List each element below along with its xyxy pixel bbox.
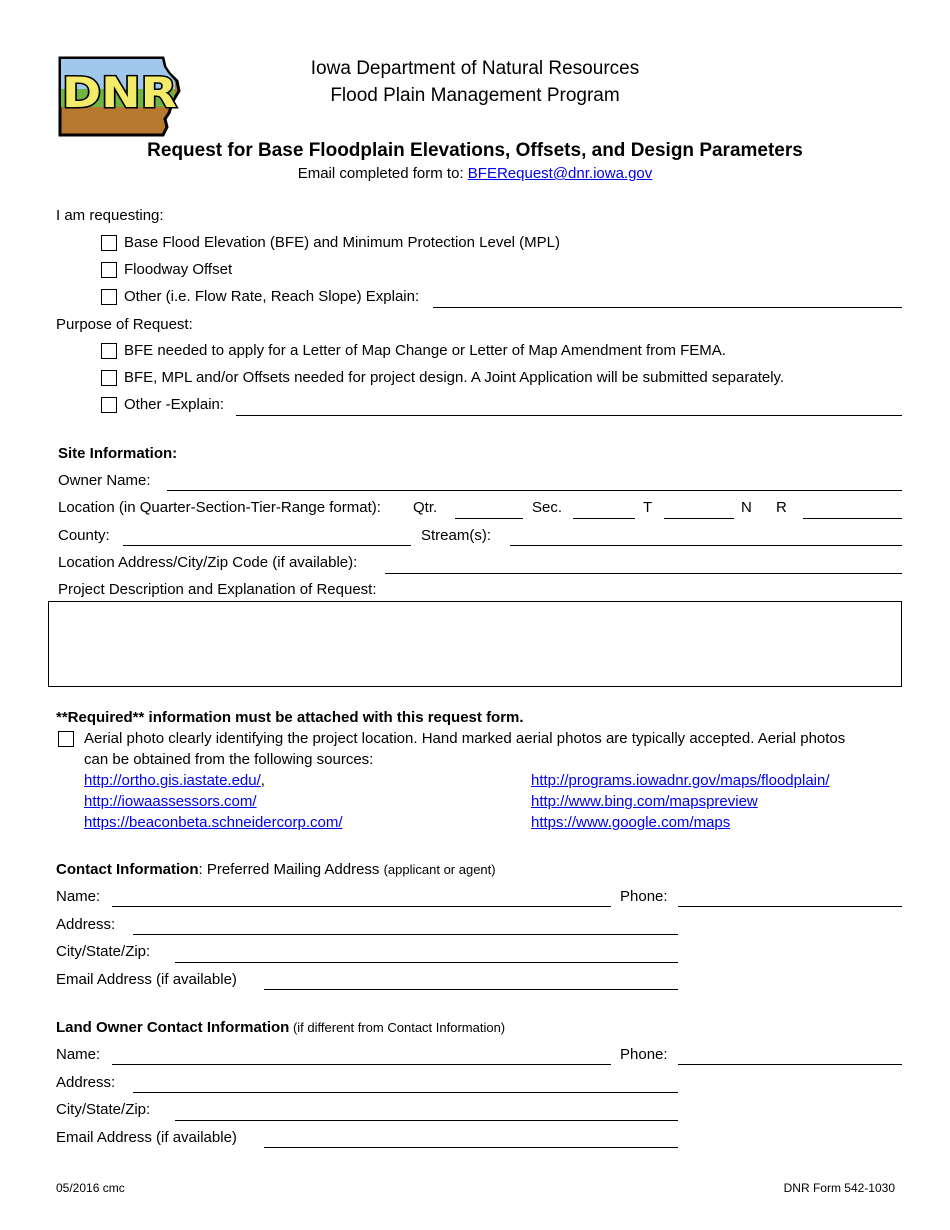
link-google-maps[interactable]: https://www.google.com/maps <box>531 814 731 831</box>
site-heading: Site Information: <box>58 445 178 462</box>
contact-address-field[interactable] <box>133 934 678 935</box>
link-beacon[interactable]: https://beaconbeta.schneidercorp.com/ <box>84 814 343 831</box>
option-other-request: Other (i.e. Flow Rate, Reach Slope) Explain: <box>124 288 420 305</box>
checkbox-purpose-design[interactable] <box>101 370 117 386</box>
location-address-label: Location Address/City/Zip Code (if available): <box>58 554 358 571</box>
email-link[interactable]: BFERequest@dnr.iowa.gov <box>467 165 653 182</box>
other-request-field[interactable] <box>433 307 902 308</box>
link-floodplain-map[interactable]: http://programs.iowadnr.gov/maps/floodplain/ <box>531 772 830 789</box>
aerial-line-1: Aerial photo clearly identifying the project location. Hand marked aerial photos are typically accepted. Aerial photos <box>84 730 846 747</box>
r-label: R <box>776 499 787 516</box>
r-field[interactable] <box>803 518 902 519</box>
email-instruction <box>0 165 950 182</box>
checkbox-bfe-mpl[interactable] <box>101 235 117 251</box>
link-comma: , <box>260 772 265 789</box>
contact-heading-small: (applicant or agent) <box>383 862 496 877</box>
purpose-fema: BFE needed to apply for a Letter of Map Change or Letter of Map Amendment from FEMA. <box>124 342 726 359</box>
contact-heading <box>56 861 496 878</box>
form-title: Request for Base Floodplain Elevations, Offsets, and Design Parameters <box>147 140 803 161</box>
contact-email-label: Email Address (if available) <box>56 971 237 988</box>
contact-heading-bold: Contact Information <box>56 861 199 878</box>
landowner-email-field[interactable] <box>264 1147 678 1148</box>
logo-text: DNR <box>62 68 177 117</box>
description-box[interactable] <box>48 601 902 687</box>
qtr-field[interactable] <box>455 518 523 519</box>
location-label: Location (in Quarter-Section-Tier-Range format): <box>58 499 381 516</box>
agency-name: Iowa Department of Natural Resources <box>310 58 640 79</box>
checkbox-other-request[interactable] <box>101 289 117 305</box>
landowner-phone-label: Phone: <box>620 1046 668 1063</box>
description-label: Project Description and Explanation of Request: <box>58 581 377 598</box>
contact-phone-field[interactable] <box>678 906 902 907</box>
qtr-label: Qtr. <box>413 499 438 516</box>
purpose-other-field[interactable] <box>236 415 902 416</box>
contact-phone-label: Phone: <box>620 888 668 905</box>
county-label: County: <box>58 527 110 544</box>
landowner-email-label: Email Address (if available) <box>56 1129 237 1146</box>
t-label: T <box>643 499 653 516</box>
checkbox-purpose-fema[interactable] <box>101 343 117 359</box>
checkbox-aerial-photo[interactable] <box>58 731 74 747</box>
purpose-label: Purpose of Request: <box>56 316 193 333</box>
landowner-address-field[interactable] <box>133 1092 678 1093</box>
landowner-city-label: City/State/Zip: <box>56 1101 151 1118</box>
link-row-1-left <box>84 772 265 789</box>
purpose-design: BFE, MPL and/or Offsets needed for project design. A Joint Application will be submitted separately. <box>124 369 785 386</box>
landowner-phone-field[interactable] <box>678 1064 902 1065</box>
streams-label: Stream(s): <box>421 527 492 544</box>
aerial-line-2: can be obtained from the following sources: <box>84 751 374 768</box>
link-ortho[interactable]: http://ortho.gis.iastate.edu/ <box>84 772 261 789</box>
landowner-name-label: Name: <box>56 1046 101 1063</box>
location-address-field[interactable] <box>385 573 902 574</box>
option-bfe-mpl: Base Flood Elevation (BFE) and Minimum Protection Level (MPL) <box>124 234 561 251</box>
link-bing[interactable]: http://www.bing.com/mapspreview <box>531 793 758 810</box>
link-assessors[interactable]: http://iowaassessors.com/ <box>84 793 257 810</box>
sec-label: Sec. <box>532 499 563 516</box>
option-floodway-offset: Floodway Offset <box>124 261 233 278</box>
email-prefix: Email completed form to: <box>297 165 468 182</box>
purpose-other: Other -Explain: <box>124 396 225 413</box>
program-name: Flood Plain Management Program <box>330 85 620 106</box>
owner-name-label: Owner Name: <box>58 472 151 489</box>
contact-city-field[interactable] <box>175 962 678 963</box>
contact-name-label: Name: <box>56 888 101 905</box>
checkbox-purpose-other[interactable] <box>101 397 117 413</box>
landowner-heading <box>56 1019 505 1036</box>
contact-address-label: Address: <box>56 916 116 933</box>
landowner-city-field[interactable] <box>175 1120 678 1121</box>
landowner-heading-small: (if different from Contact Information) <box>289 1020 506 1035</box>
county-field[interactable] <box>123 545 411 546</box>
required-heading: **Required** information must be attached with this request form. <box>56 709 524 726</box>
footer-form-number: DNR Form 542-1030 <box>783 1181 895 1195</box>
landowner-address-label: Address: <box>56 1074 116 1091</box>
checkbox-floodway-offset[interactable] <box>101 262 117 278</box>
sec-field[interactable] <box>573 518 635 519</box>
streams-field[interactable] <box>510 545 902 546</box>
landowner-heading-bold: Land Owner Contact Information <box>56 1019 290 1036</box>
contact-city-label: City/State/Zip: <box>56 943 151 960</box>
footer-date: 05/2016 cmc <box>56 1181 125 1195</box>
owner-name-field[interactable] <box>167 490 902 491</box>
contact-email-field[interactable] <box>264 989 678 990</box>
t-field[interactable] <box>664 518 734 519</box>
requesting-label: I am requesting: <box>56 207 164 224</box>
landowner-name-field[interactable] <box>112 1064 611 1065</box>
n-label: N <box>741 499 752 516</box>
contact-heading-rest: : Preferred Mailing Address <box>198 861 384 878</box>
contact-name-field[interactable] <box>112 906 611 907</box>
